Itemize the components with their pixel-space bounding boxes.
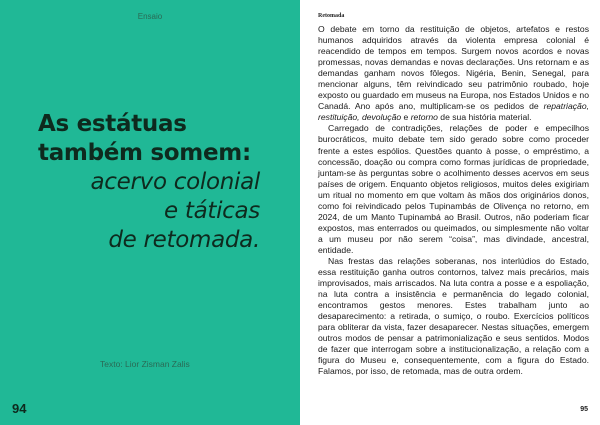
paragraph-1-ending: de sua história material. <box>437 112 532 123</box>
paragraph-1-text: O debate em torno da restituição de objetos, artefatos e restos humanos adquiridos através da violenta empresa colonial é reacendido de tempos em tempos. Surgem novos acordos e novas promessas, novas demandas e novas declarações. Uns retornam e as demandas ganham novos fôlegos. Nigéria, Benin, Senegal, para mencionar alguns, têm reivindicado seu patrimônio roubado, hoje exposto ou guardado em museus na Europa, nos Estados Unidos e no Canadá. Ano após ano, multiplicam-se os pedidos de <box>318 24 589 112</box>
article-title <box>38 110 260 255</box>
paragraph-1 <box>318 24 589 123</box>
byline: Texto: Lior Zisman Zalis <box>100 359 190 369</box>
subtitle-line-2: e táticas <box>163 198 260 224</box>
paragraph-1-conjunction: e <box>401 112 411 123</box>
paragraph-2: Carregado de contradições, relações de poder e empecilhos burocráticos, muito debate tem sido gerado sobre como proceder frente a estes espólios. Questões quanto à posse, o empréstimo, a concessão, doação ou compra como formas jurídicas de propriedade, juntam-se às perguntas sobre o acolhimento desses acervos em seus países de origem. Enquanto objetos religiosos, muitos deles exigiriam um ritual no momento em que voltam às mãos dos originários donos, como foi reivindicado pelos Tupinambás de Olivença no retorno, em 2024, de um Manto Tupinambá ao Brasil. Outros, não poderiam ficar expostos, mas enterrados ou queimados, ou simplesmente não voltar a um museu por não serem “coisa”, mas divindade, ancestral, entidade. <box>318 123 589 255</box>
paragraph-1-emphasis: repatriação, restituição, devolução <box>318 101 589 123</box>
subtitle-line-3: de retomada. <box>108 227 260 253</box>
subtitle-line-1: acervo colonial <box>90 169 260 195</box>
paragraph-3: Nas frestas das relações soberanas, nos interlúdios do Estado, essa restituição ganha outros contornos, talvez mais precários, mais improvisados, mais arriscados. Na luta contra a posse e a espoliação, na luta contra a insistência e permanência do legado colonial, encontramos gestos menores. Estes trabalham junto ao desaparecimento: a retirada, o sumiço, o roubo. Exercícios políticos para obliterar da vista, fazer desaparecer. Nestas situações, emergem outros modos de pensar a patrimonialização e seus sentidos. Modos de fazer que interrogam sobre a institucionalização, a relação com a figura do Museu e, consequentemente, com a figura do Estado. Falamos, por isso, de retomada, mas de outra ordem. <box>318 255 589 377</box>
body-text <box>318 24 589 378</box>
page-number-left: 94 <box>12 401 27 416</box>
title-line-1: As estátuas <box>38 111 187 137</box>
section-label: Ensaio <box>137 12 163 21</box>
paragraph-1-emphasis-2: retorno <box>410 112 438 123</box>
title-line-2: também somem: <box>38 140 251 166</box>
running-head: Retomada <box>318 13 345 19</box>
right-page <box>300 0 600 425</box>
subtitle <box>38 168 260 255</box>
page-number-right: 95 <box>580 406 588 413</box>
